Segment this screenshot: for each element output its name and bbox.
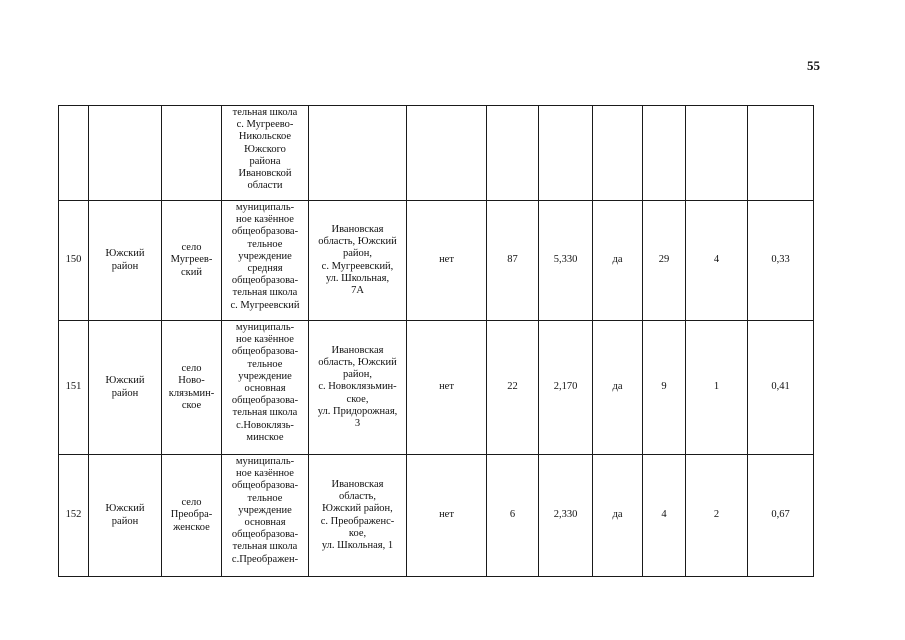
cell-col8: 5,330 — [539, 201, 593, 321]
cell-col7: 22 — [487, 321, 539, 455]
cell-col11: 1 — [686, 321, 748, 455]
cell-address: Ивановская область, Южский район, с. Преображенс- кое, ул. Школьная, 1 — [309, 455, 407, 577]
cell-district: Южский район — [89, 201, 162, 321]
cell-col11 — [686, 106, 748, 201]
cell-institution: муниципаль- ное казённое общеобразова- тельное учреждение основная общеобразова- тельная школа с.Преображен- — [222, 455, 309, 577]
cell-col6: нет — [407, 201, 487, 321]
cell-col7: 87 — [487, 201, 539, 321]
cell-col6 — [407, 106, 487, 201]
cell-col10 — [643, 106, 686, 201]
table-row — [59, 201, 814, 321]
cell-col12: 0,33 — [748, 201, 814, 321]
cell-col11: 2 — [686, 455, 748, 577]
cell-col6: нет — [407, 455, 487, 577]
cell-col10: 4 — [643, 455, 686, 577]
table-row — [59, 455, 814, 577]
cell-col9 — [593, 106, 643, 201]
cell-num: 152 — [59, 455, 89, 577]
cell-col9: да — [593, 201, 643, 321]
cell-num: 151 — [59, 321, 89, 455]
cell-col9: да — [593, 321, 643, 455]
cell-num — [59, 106, 89, 201]
cell-locality — [162, 106, 222, 201]
cell-col8 — [539, 106, 593, 201]
cell-address — [309, 106, 407, 201]
cell-address: Ивановская область, Южский район, с. Мугреевский, ул. Школьная, 7А — [309, 201, 407, 321]
cell-district — [89, 106, 162, 201]
cell-col12: 0,67 — [748, 455, 814, 577]
table-row — [59, 321, 814, 455]
cell-col9: да — [593, 455, 643, 577]
cell-num: 150 — [59, 201, 89, 321]
cell-locality: село Мугреев- ский — [162, 201, 222, 321]
cell-locality: село Преобра- женское — [162, 455, 222, 577]
cell-col12 — [748, 106, 814, 201]
data-table — [58, 105, 814, 577]
cell-col8: 2,170 — [539, 321, 593, 455]
cell-district: Южский район — [89, 455, 162, 577]
cell-locality: село Ново- клязьмин- ское — [162, 321, 222, 455]
cell-col6: нет — [407, 321, 487, 455]
cell-district: Южский район — [89, 321, 162, 455]
cell-institution: муниципаль- ное казённое общеобразова- тельное учреждение основная общеобразова- тельная школа с.Новоклязь- минское — [222, 321, 309, 455]
cell-address: Ивановская область, Южский район, с. Новоклязьмин- ское, ул. Придорожная, 3 — [309, 321, 407, 455]
cell-col12: 0,41 — [748, 321, 814, 455]
page-number: 55 — [807, 58, 820, 73]
cell-col10: 9 — [643, 321, 686, 455]
cell-col7 — [487, 106, 539, 201]
cell-institution: муниципаль- ное казённое общеобразова- тельное учреждение средняя общеобразова- тельная школа с. Мугреевский — [222, 201, 309, 321]
cell-col10: 29 — [643, 201, 686, 321]
cell-col8: 2,330 — [539, 455, 593, 577]
cell-institution: тельная школа с. Мугреево- Никольское Южского района Ивановской области — [222, 106, 309, 201]
table-row — [59, 106, 814, 201]
cell-col11: 4 — [686, 201, 748, 321]
cell-col7: 6 — [487, 455, 539, 577]
